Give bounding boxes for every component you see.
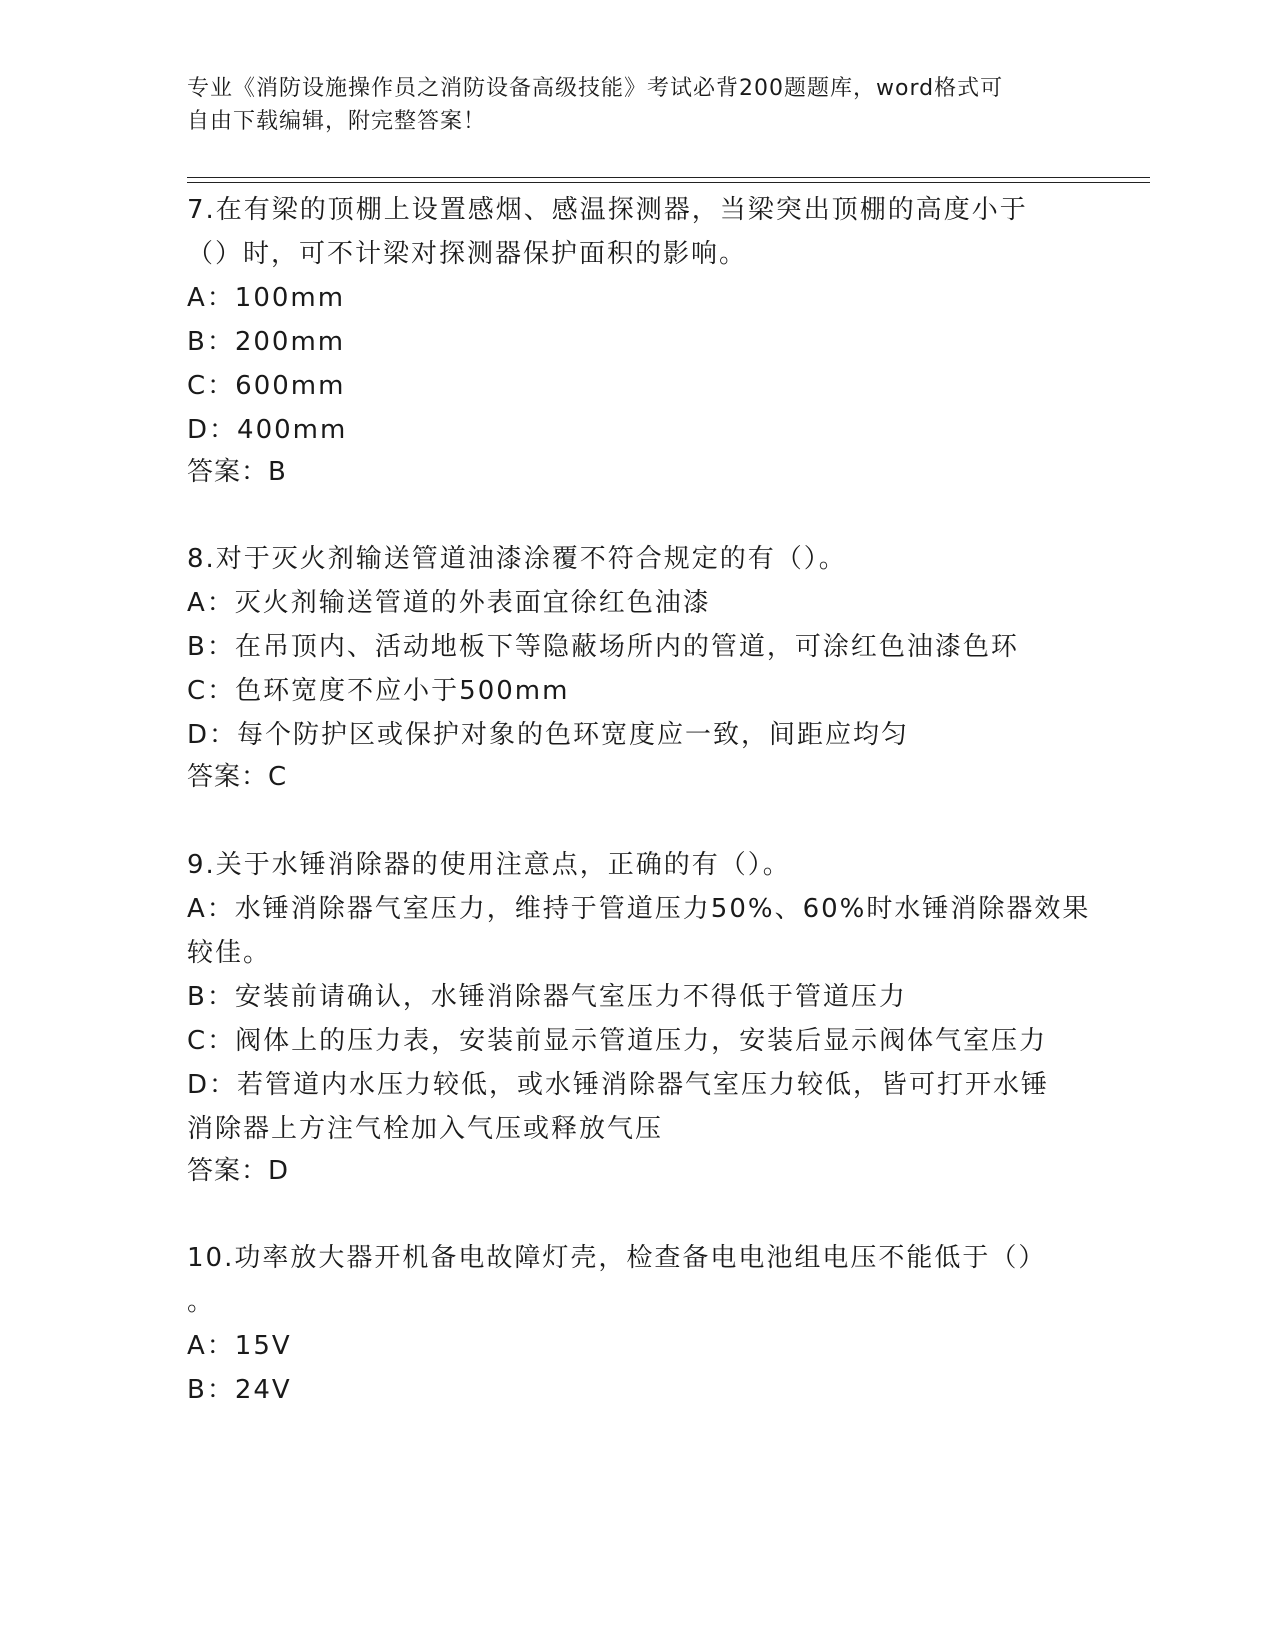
q9-option-d-line-1: D：若管道内水压力较低，或水锤消除器气室压力较低，皆可打开水锤: [187, 1070, 1050, 1100]
q8-option-d: D：每个防护区或保护对象的色环宽度应一致，间距应均匀: [187, 720, 910, 750]
q7-option-c: C：600mm: [187, 371, 346, 401]
document-header: [187, 72, 1067, 138]
q8-stem-line-1: 8.对于灭火剂输送管道油漆涂覆不符合规定的有（）。: [187, 544, 847, 574]
q7-option-b: B：200mm: [187, 327, 346, 357]
q9-option-a-line-1: A：水锤消除器气室压力，维持于管道压力50%、60%时水锤消除器效果: [187, 894, 1091, 924]
q10-stem-line-1: 10.功率放大器开机备电故障灯壳，检查备电电池组电压不能低于（）: [187, 1243, 1047, 1273]
q9-option-d-line-2: 消除器上方注气栓加入气压或释放气压: [187, 1114, 664, 1144]
q8-option-b: B：在吊顶内、活动地板下等隐蔽场所内的管道，可涂红色油漆色环: [187, 632, 1019, 662]
q7-answer: 答案：B: [187, 457, 287, 487]
q8-option-a: A：灭火剂输送管道的外表面宜徐红色油漆: [187, 588, 711, 618]
q10-option-a: A：15V: [187, 1331, 292, 1361]
header-line-2: 自由下载编辑，附完整答案！: [187, 109, 487, 134]
q7-option-a: A：100mm: [187, 283, 346, 313]
header-divider-top: [187, 177, 1150, 178]
q9-option-c: C：阀体上的压力表，安装前显示管道压力，安装后显示阀体气室压力: [187, 1026, 1048, 1056]
q7-stem-line-1: 7.在有梁的顶棚上设置感烟、感温探测器，当梁突出顶棚的高度小于: [187, 195, 1028, 225]
header-divider-bottom: [187, 182, 1150, 183]
q9-stem-line-1: 9.关于水锤消除器的使用注意点，正确的有（）。: [187, 850, 791, 880]
header-line-1: 专业《消防设施操作员之消防设备高级技能》考试必背200题题库，word格式可: [187, 76, 1004, 101]
q7-stem-line-2: （）时，可不计梁对探测器保护面积的影响。: [187, 239, 748, 269]
q9-answer: 答案：D: [187, 1156, 290, 1186]
q8-option-c: C：色环宽度不应小于500mm: [187, 676, 570, 706]
q9-option-b: B：安装前请确认，水锤消除器气室压力不得低于管道压力: [187, 982, 907, 1012]
q8-answer: 答案：C: [187, 762, 288, 792]
q10-option-b: B：24V: [187, 1375, 292, 1405]
q10-stem-line-2: 。: [187, 1287, 216, 1317]
q7-option-d: D：400mm: [187, 415, 348, 445]
q9-option-a-line-2: 较佳。: [187, 938, 272, 968]
